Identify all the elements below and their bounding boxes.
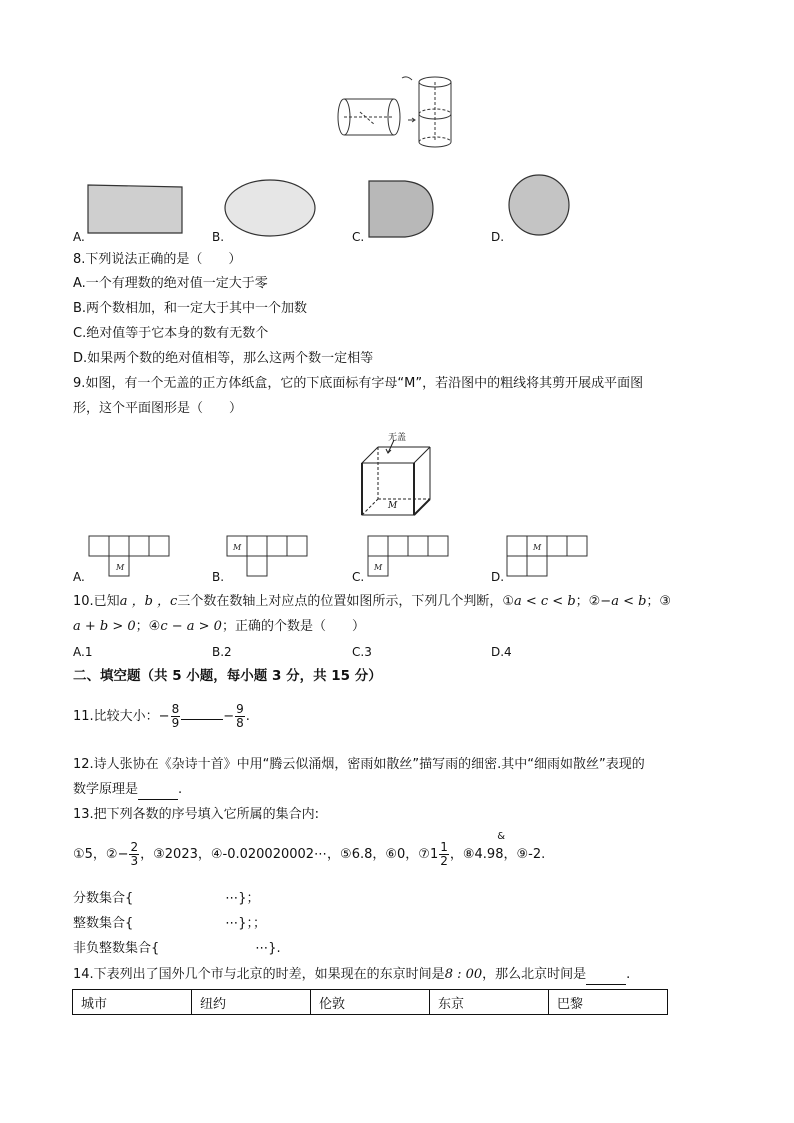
table-cell-city: 城市: [73, 990, 192, 1015]
q13-n3: ，③2023，④-0.020020002⋯，⑤6.8，⑥0，⑦1: [140, 847, 439, 862]
option-d-circle: [506, 172, 572, 238]
q11-line: [73, 700, 250, 736]
integer-set-end: ⋯}；；: [225, 916, 267, 931]
q13-stem: 13.把下列各数的序号填入它所属的集合内:: [73, 807, 320, 822]
q9-option-a-label: A.: [73, 570, 85, 584]
q7-option-c-label: C.: [352, 230, 365, 244]
table-cell-paris: 巴黎: [549, 990, 668, 1015]
net-option-b: [226, 535, 310, 579]
option-a-rectangle: [85, 183, 185, 235]
q7-option-a-label: A.: [73, 230, 85, 244]
net-option-c: [367, 535, 451, 579]
q14-tokyo-time: 8 : 00: [444, 967, 483, 982]
net-b-m: M: [233, 543, 242, 552]
q9-option-b-label: B.: [212, 570, 225, 584]
q8-option-d: D.如果两个数的绝对值相等，那么这两个数一定相等: [73, 351, 374, 366]
nonneg-set-end: ⋯}.: [255, 941, 281, 956]
q9-option-d-label: D.: [491, 570, 505, 584]
q14-answer-blank[interactable]: [586, 966, 626, 985]
nonneg-set-label: 非负整数集合{: [73, 941, 160, 956]
table-cell-new-york: 纽约: [192, 990, 311, 1015]
q10-option-d: D.4: [491, 645, 512, 659]
q13-numbers: [73, 831, 546, 874]
time-difference-table: [72, 989, 668, 1015]
q13-n9: ，⑨-2.: [503, 847, 546, 862]
q11-fraction-2: $\frac{9}{8}$: [236, 702, 244, 730]
q10-sep-1: ；②: [575, 594, 601, 609]
q10-prefix: 10.已知: [73, 594, 120, 609]
net-a-m: M: [116, 563, 125, 572]
fraction-set-end: ⋯}；: [225, 891, 260, 906]
q10-vars: a ，b ，c: [119, 594, 178, 609]
q14-stem: [73, 966, 630, 985]
q8-option-b: B.两个数相加，和一定大于其中一个加数: [73, 301, 308, 316]
table-cell-tokyo: 东京: [430, 990, 549, 1015]
net-d-m: M: [533, 543, 542, 552]
table-row: [73, 990, 668, 1015]
q10-mid: 三个数在数轴上对应点的位置如图所示，下列几个判断，①: [177, 594, 514, 609]
q8-option-a: A.一个有理数的绝对值一定大于零: [73, 276, 268, 291]
q10-stem-line1: [73, 593, 671, 611]
q10-option-c: C.3: [352, 645, 372, 659]
q13-fraction-2-3: $\frac{2}{3}$: [130, 840, 139, 868]
net-c-m: M: [374, 563, 383, 572]
q10-sep-3: ；④: [135, 619, 161, 634]
q12-stem-line2: [73, 781, 182, 800]
q11-period: .: [245, 709, 250, 724]
q9-option-c-label: C.: [352, 570, 365, 584]
option-b-ellipse: [222, 178, 318, 238]
cube-m-letter: M: [388, 501, 398, 511]
q12-answer-blank[interactable]: [138, 781, 178, 800]
q10-stem-line2: [73, 618, 365, 636]
integer-set-label: 整数集合{: [73, 916, 134, 931]
cylinder-figure: [330, 70, 460, 150]
q11-minus-2: −: [223, 709, 235, 724]
net-option-a: [88, 535, 170, 579]
q11-answer-blank[interactable]: [181, 719, 223, 720]
q13-fraction-set: [73, 890, 260, 908]
q13-n8: ，⑧4.9: [449, 847, 496, 862]
q7-option-d-label: D.: [491, 230, 505, 244]
section-2-heading: 二、填空题（共 5 小题，每小题 3 分，共 15 分）: [73, 668, 382, 684]
q11-fraction-1: $\frac{8}{9}$: [171, 702, 180, 730]
q10-option-b: B.2: [212, 645, 232, 659]
table-cell-london: 伦敦: [311, 990, 430, 1015]
q10-judgment-3: a + b > 0: [73, 619, 136, 634]
net-option-d: [506, 535, 592, 579]
q10-option-a: A.1: [73, 645, 93, 659]
q12-period: .: [178, 782, 183, 797]
q10-judgment-2: −a < b: [600, 594, 647, 609]
q14-period: .: [626, 967, 631, 982]
option-c-shape: [365, 178, 437, 240]
q13-nonneg-integer-set: [73, 940, 281, 958]
q8-option-c: C.绝对值等于它本身的数有无数个: [73, 326, 269, 341]
q13-repeating-8: 8 &: [495, 831, 506, 862]
q13-fraction-1-2: $\frac{1}{2}$: [440, 840, 448, 868]
q13-integer-set: [73, 915, 266, 933]
q7-option-b-label: B.: [212, 230, 225, 244]
fraction-set-label: 分数集合{: [73, 891, 134, 906]
q10-judgment-4: c − a > 0: [160, 619, 222, 634]
q12-line2-text: 数学原理是: [73, 782, 139, 797]
cube-open-top-label: 无盖: [388, 433, 407, 443]
q10-tail: ；正确的个数是（ ）: [221, 619, 365, 634]
q10-judgment-1: a < c < b: [513, 594, 576, 609]
q8-stem: 8.下列说法正确的是（ ）: [73, 252, 242, 267]
q9-stem-line2: 形，这个平面图形是（ ）: [73, 401, 243, 416]
q9-stem-line1: 9.如图，有一个无盖的正方体纸盒，它的下底面标有字母“M”，若沿图中的粗线将其剪开展成平面图: [73, 376, 644, 391]
q14-stem-pre: 14.下表列出了国外几个市与北京的时差，如果现在的东京时间是: [73, 967, 445, 982]
q13-n1: ①5，②−: [73, 847, 129, 862]
q10-sep-2: ；③: [646, 594, 672, 609]
q12-stem-line1: 12.诗人张协在《杂诗十首》中用“腾云似涌烟，密雨如散丝”描写雨的细密.其中“细雨如散丝”表现的: [73, 757, 645, 772]
q11-prefix: 11.比较大小：−: [73, 709, 170, 724]
q14-stem-post: ，那么北京时间是: [482, 967, 587, 982]
